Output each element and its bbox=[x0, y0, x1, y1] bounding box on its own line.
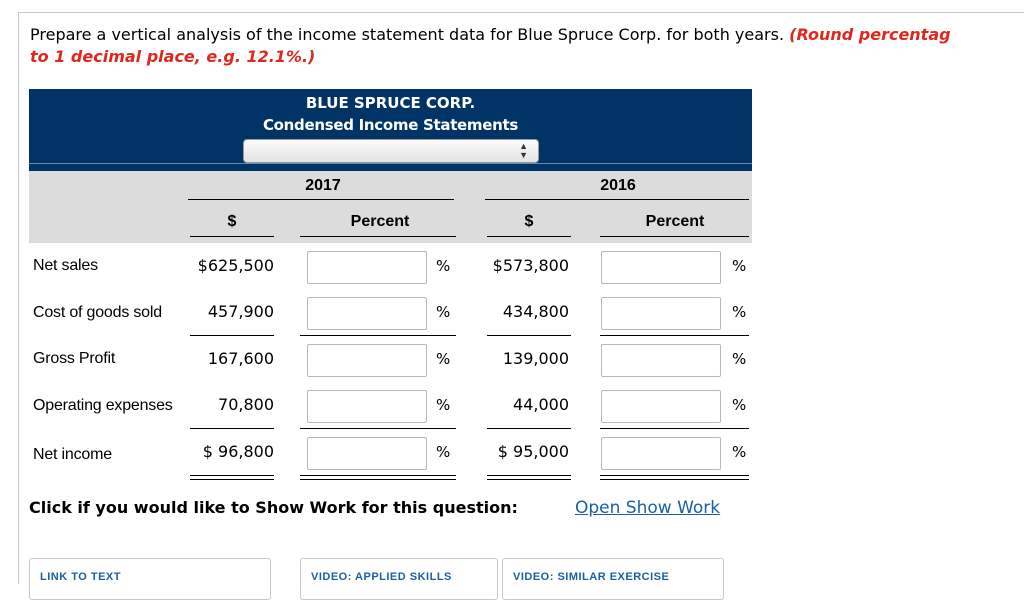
question-instructions bbox=[30, 24, 1024, 68]
double-rule-2017 bbox=[190, 479, 274, 480]
pct-sign: % bbox=[436, 396, 451, 414]
row-label-net-sales: Net sales bbox=[33, 257, 98, 274]
year-2016-rule bbox=[485, 199, 749, 200]
video-similar-exercise-button[interactable] bbox=[502, 558, 724, 600]
link-to-text-button[interactable] bbox=[29, 558, 271, 600]
percent-2016-rule bbox=[600, 236, 749, 237]
instructions-text: Prepare a vertical analysis of the income statement data for Blue Spruce Corp. for both years. bbox=[30, 25, 790, 44]
amount-2017-gross-profit: 167,600 bbox=[207, 349, 274, 368]
percent-input-2017-net-income[interactable] bbox=[307, 437, 427, 470]
amount-2017-net-income: $ 96,800 bbox=[202, 442, 274, 461]
pct-sign: % bbox=[732, 257, 747, 275]
double-rule-2017-pct bbox=[300, 479, 456, 480]
pct-sign: % bbox=[436, 443, 451, 461]
select-arrows-icon: ▲ ▼ bbox=[519, 141, 528, 160]
year-2017-header: 2017 bbox=[305, 177, 341, 194]
link-to-text-label: LINK TO TEXT bbox=[40, 571, 121, 583]
pct-sign: % bbox=[436, 303, 451, 321]
row-label-gross-profit: Gross Profit bbox=[33, 350, 116, 367]
percent-input-2016-net-sales[interactable] bbox=[601, 251, 721, 284]
percent-input-2017-gross-profit[interactable] bbox=[307, 344, 427, 377]
double-rule-2017-pct bbox=[300, 475, 456, 476]
amount-2017-operating-expenses: 70,800 bbox=[218, 395, 274, 414]
double-rule-2016-pct bbox=[600, 479, 749, 480]
video-applied-skills-label: VIDEO: APPLIED SKILLS bbox=[311, 571, 452, 583]
percent-input-2017-operating-expenses[interactable] bbox=[307, 390, 427, 423]
double-rule-2016 bbox=[487, 479, 571, 480]
percent-input-2016-operating-expenses[interactable] bbox=[601, 390, 721, 423]
dollar-2016-rule bbox=[487, 236, 571, 237]
amount-2016-cost-of-goods-sold: 434,800 bbox=[502, 302, 569, 321]
percent-input-2017-cost-of-goods-sold[interactable] bbox=[307, 297, 427, 330]
dollar-header-2017: $ bbox=[227, 213, 237, 230]
double-rule-2016 bbox=[487, 475, 571, 476]
company-name: BLUE SPRUCE CORP. bbox=[305, 94, 476, 112]
total-rule-2017 bbox=[190, 428, 274, 429]
show-work-prompt: Click if you would like to Show Work for this question: bbox=[29, 498, 518, 517]
pct-sign: % bbox=[732, 303, 747, 321]
percent-input-2016-gross-profit[interactable] bbox=[601, 344, 721, 377]
amount-2017-cost-of-goods-sold: 457,900 bbox=[207, 302, 274, 321]
total-rule-2016-pct bbox=[600, 428, 749, 429]
subtotal-rule-2016 bbox=[487, 335, 571, 336]
subtotal-rule-2017 bbox=[190, 335, 274, 336]
year-2017-rule bbox=[188, 199, 454, 200]
row-label-net-income: Net income bbox=[33, 446, 112, 463]
open-show-work-link[interactable]: Open Show Work bbox=[575, 498, 721, 518]
amount-2016-net-income: $ 95,000 bbox=[497, 442, 569, 461]
year-2016-header: 2016 bbox=[600, 177, 636, 194]
subtotal-rule-2017-pct bbox=[300, 335, 456, 336]
pct-sign: % bbox=[436, 257, 451, 275]
subtotal-rule-2016-pct bbox=[600, 335, 749, 336]
row-label-cost-of-goods-sold: Cost of goods sold bbox=[33, 304, 162, 321]
amount-2016-gross-profit: 139,000 bbox=[502, 349, 569, 368]
percent-input-2016-cost-of-goods-sold[interactable] bbox=[601, 297, 721, 330]
dollar-2017-rule bbox=[190, 236, 274, 237]
period-select[interactable] bbox=[243, 139, 539, 163]
double-rule-2017 bbox=[190, 475, 274, 476]
total-rule-2016 bbox=[487, 428, 571, 429]
percent-header-2016: Percent bbox=[645, 213, 705, 230]
amount-2016-operating-expenses: 44,000 bbox=[513, 395, 569, 414]
percent-header-2017: Percent bbox=[350, 213, 410, 230]
pct-sign: % bbox=[732, 350, 747, 368]
double-rule-2016-pct bbox=[600, 475, 749, 476]
pct-sign: % bbox=[436, 350, 451, 368]
percent-2017-rule bbox=[300, 236, 456, 237]
rounding-hint-continued: to 1 decimal place, e.g. 12.1%.) bbox=[30, 47, 316, 66]
amount-2016-net-sales: $573,800 bbox=[492, 256, 569, 275]
dollar-header-2016: $ bbox=[524, 213, 534, 230]
percent-input-2017-net-sales[interactable] bbox=[307, 251, 427, 284]
rounding-hint: (Round percentag bbox=[789, 25, 951, 44]
percent-input-2016-net-income[interactable] bbox=[601, 437, 721, 470]
row-label-operating-expenses: Operating expenses bbox=[33, 397, 173, 414]
video-applied-skills-button[interactable] bbox=[300, 558, 498, 600]
header-divider bbox=[29, 163, 752, 164]
statement-title: Condensed Income Statements bbox=[262, 116, 519, 134]
pct-sign: % bbox=[732, 396, 747, 414]
pct-sign: % bbox=[732, 443, 747, 461]
amount-2017-net-sales: $625,500 bbox=[197, 256, 274, 275]
video-similar-exercise-label: VIDEO: SIMILAR EXERCISE bbox=[513, 571, 670, 583]
total-rule-2017-pct bbox=[300, 428, 456, 429]
